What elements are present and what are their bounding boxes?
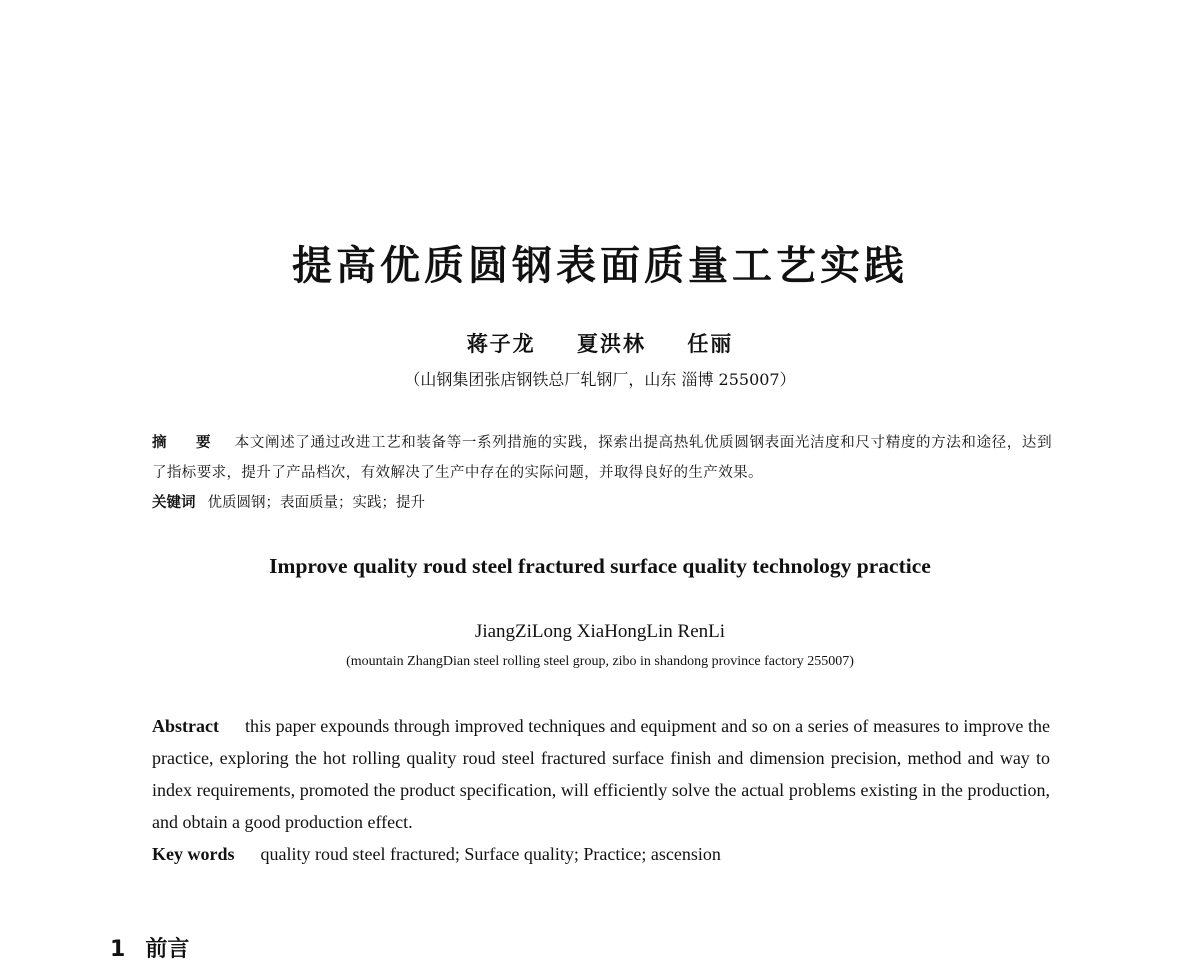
section-1-heading [110, 935, 189, 965]
paper-title-cn: 提高优质圆钢表面质量工艺实践 [292, 243, 908, 289]
keywords-cn-text: 优质圆钢；表面质量；实践；提升 [207, 495, 425, 511]
affiliation-en: (mountain ZhangDian steel rolling steel group, zibo in shandong province factory 255007) [346, 654, 854, 669]
author-cn-2: 夏洪林 [577, 331, 646, 356]
abstract-cn-text: 本文阐述了通过改进工艺和装备等一系列措施的实践，探索出提高热轧优质圆钢表面光洁度和尺寸精度的方法和途径，达到了指标要求，提升了产品档次，有效解决了生产中存在的实际问题，并取得良好的生产效果。 [152, 435, 1052, 481]
authors-en: JiangZiLong XiaHongLin RenLi [474, 621, 726, 642]
author-cn-3: 任丽 [687, 331, 734, 356]
section-1-number: 1 [110, 937, 126, 962]
keywords-en-label: Key words [152, 844, 235, 864]
abstract-cn [152, 428, 1052, 488]
abstract-en-text: this paper expounds through improved techniques and equipment and so on a series of measures to improve the practice, exploring the hot rolling quality roud steel fractured surface finish and dimension precision, method and way to index requirements, promoted the product specification, will efficiently solve the actual problems existing in the production, and obtain a good production effect. [152, 716, 1050, 832]
author-cn-1: 蒋子龙 [466, 331, 536, 356]
paper-title-en: Improve quality roud steel fractured surface quality technology practice [269, 554, 931, 578]
section-1-title: 前言 [145, 937, 190, 962]
abstract-cn-label: 摘 要 [152, 435, 223, 451]
keywords-cn [152, 488, 1052, 518]
keywords-en [152, 838, 1050, 870]
authors-cn [0, 330, 1200, 358]
abstract-en-label: Abstract [152, 716, 219, 736]
keywords-cn-label: 关键词 [152, 495, 196, 511]
affiliation-cn: （山钢集团张店钢铁总厂轧钢厂，山东 淄博 255007） [404, 370, 796, 389]
keywords-en-text: quality roud steel fractured; Surface quality; Practice; ascension [260, 844, 721, 864]
abstract-en [152, 710, 1050, 838]
